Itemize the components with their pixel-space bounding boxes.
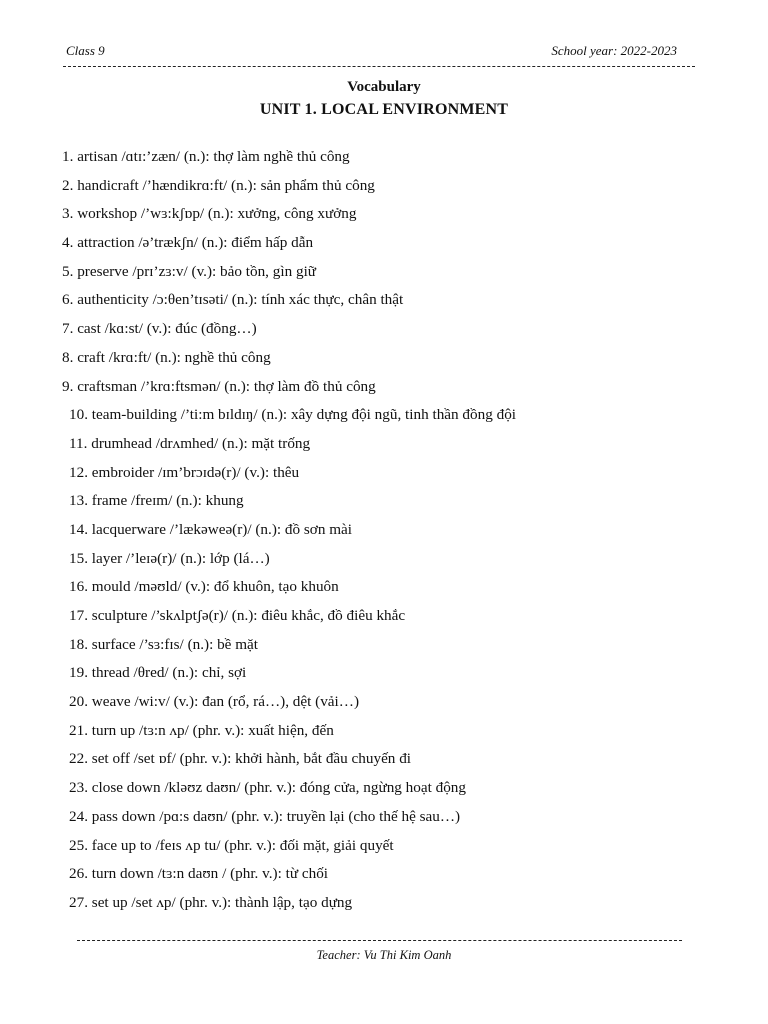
item-number: 10. <box>69 406 88 424</box>
item-entry: weave /wi:v/ (v.): đan (rổ, rá…), dệt (vải…) <box>91 693 360 711</box>
item-entry: embroider /ɪm’brɔɪdə(r)/ (v.): thêu <box>91 463 300 481</box>
item-number: 12. <box>69 463 88 481</box>
item-number: 11. <box>69 434 88 452</box>
list-item <box>0 258 768 287</box>
item-entry: handicraft /’hændikrɑ:ft/ (n.): sản phẩm thủ công <box>77 176 375 194</box>
item-entry: layer /’leɪə(r)/ (n.): lớp (lá…) <box>91 549 270 567</box>
item-entry: frame /freɪm/ (n.): khung <box>91 492 244 510</box>
item-entry: craft /krɑ:ft/ (n.): nghề thủ công <box>77 348 271 366</box>
item-number: 17. <box>69 607 88 624</box>
list-item <box>0 573 768 602</box>
unit-title: UNIT 1. LOCAL ENVIRONMENT <box>259 101 509 118</box>
item-entry: cast /kɑ:st/ (v.): đúc (đồng…) <box>77 320 257 338</box>
list-item <box>0 487 768 516</box>
list-item <box>0 516 768 545</box>
list-item <box>0 717 768 746</box>
item-number: 8. <box>62 348 74 366</box>
list-item <box>0 889 768 918</box>
footer-divider <box>77 940 682 941</box>
list-item <box>0 631 768 660</box>
item-number: 13. <box>69 492 88 510</box>
item-number: 18. <box>69 635 88 653</box>
item-number: 21. <box>69 721 88 739</box>
list-item <box>0 344 768 373</box>
item-number: 25. <box>69 836 88 854</box>
item-number: 9. <box>62 377 74 395</box>
list-item <box>0 774 768 803</box>
list-item <box>0 315 768 344</box>
item-number: 14. <box>69 520 88 538</box>
item-number: 26. <box>69 865 88 883</box>
item-entry: lacquerware /’lækəweə(r)/ (n.): đồ sơn mài <box>91 520 352 538</box>
item-number: 27. <box>69 893 88 911</box>
item-entry: sculpture /’skʌlptʃə(r)/ (n.): điêu khắc, đồ điêu khắc <box>91 607 406 624</box>
list-item <box>0 200 768 229</box>
list-item <box>0 602 768 631</box>
list-item <box>0 860 768 889</box>
list-item <box>0 545 768 574</box>
item-entry: set up /set ʌp/ (phr. v.): thành lập, tạo dựng <box>91 893 353 911</box>
item-entry: craftsman /’krɑ:ftsmən/ (n.): thợ làm đồ thủ công <box>77 377 376 395</box>
item-number: 7. <box>62 320 74 338</box>
teacher-name: Teacher: Vu Thi Kim Oanh <box>316 948 452 962</box>
vocabulary-list <box>0 143 768 918</box>
item-entry: authenticity /ɔ:θen’tɪsəti/ (n.): tính xác thực, chân thật <box>77 291 404 309</box>
item-number: 5. <box>62 262 74 280</box>
item-entry: thread /θred/ (n.): chỉ, sợi <box>91 664 247 682</box>
item-number: 2. <box>62 176 74 194</box>
list-item <box>0 659 768 688</box>
list-item <box>0 373 768 402</box>
list-item <box>0 459 768 488</box>
item-entry: face up to /feɪs ʌp tu/ (phr. v.): đối mặt, giải quyết <box>91 836 394 854</box>
item-entry: set off /set ɒf/ (phr. v.): khởi hành, bắt đầu chuyến đi <box>91 750 412 768</box>
item-entry: artisan /ɑtɪ:’zæn/ (n.): thợ làm nghề thủ công <box>77 148 350 165</box>
item-entry: pass down /pɑ:s daʊn/ (phr. v.): truyền lại (cho thế hệ sau…) <box>91 807 461 825</box>
list-item <box>0 286 768 315</box>
list-item <box>0 832 768 861</box>
list-item <box>0 229 768 258</box>
list-item <box>0 745 768 774</box>
item-entry: attraction /ə’trækʃn/ (n.): điểm hấp dẫn <box>77 234 314 252</box>
list-item <box>0 172 768 201</box>
item-entry: team-building /’ti:m bɪldɪŋ/ (n.): xây dựng đội ngũ, tinh thần đồng đội <box>91 406 517 424</box>
item-number: 16. <box>69 578 88 596</box>
item-entry: turn up /tɜ:n ʌp/ (phr. v.): xuất hiện, đến <box>91 721 334 739</box>
item-entry: turn down /tɜ:n daʊn / (phr. v.): từ chối <box>91 865 329 883</box>
item-entry: preserve /prɪ’zɜ:v/ (v.): bảo tồn, gìn giữ <box>77 262 317 280</box>
item-number: 3. <box>62 205 74 223</box>
item-number: 20. <box>69 693 88 711</box>
list-item <box>0 688 768 717</box>
item-number: 4. <box>62 234 74 252</box>
list-item <box>0 430 768 459</box>
item-number: 23. <box>69 779 88 797</box>
item-entry: close down /kləʊz daʊn/ (phr. v.): đóng cửa, ngừng hoạt động <box>91 779 466 797</box>
class-label: Class 9 <box>66 43 105 58</box>
item-number: 19. <box>69 664 88 682</box>
list-item <box>0 143 768 172</box>
item-number: 22. <box>69 750 88 768</box>
item-number: 24. <box>69 807 88 825</box>
item-entry: mould /məʊld/ (v.): đổ khuôn, tạo khuôn <box>91 578 339 596</box>
list-item <box>0 401 768 430</box>
item-entry: surface /’sɜ:fɪs/ (n.): bề mặt <box>91 635 258 653</box>
school-year: School year: 2022-2023 <box>551 43 677 58</box>
header-divider <box>63 66 695 67</box>
item-number: 1. <box>62 148 74 165</box>
item-entry: drumhead /drʌmhed/ (n.): mặt trống <box>91 434 311 452</box>
item-number: 15. <box>69 549 88 567</box>
item-number: 6. <box>62 291 74 309</box>
page-title: Vocabulary <box>347 79 421 95</box>
item-entry: workshop /’wɜ:kʃɒp/ (n.): xưởng, công xưởng <box>77 205 357 223</box>
list-item <box>0 803 768 832</box>
